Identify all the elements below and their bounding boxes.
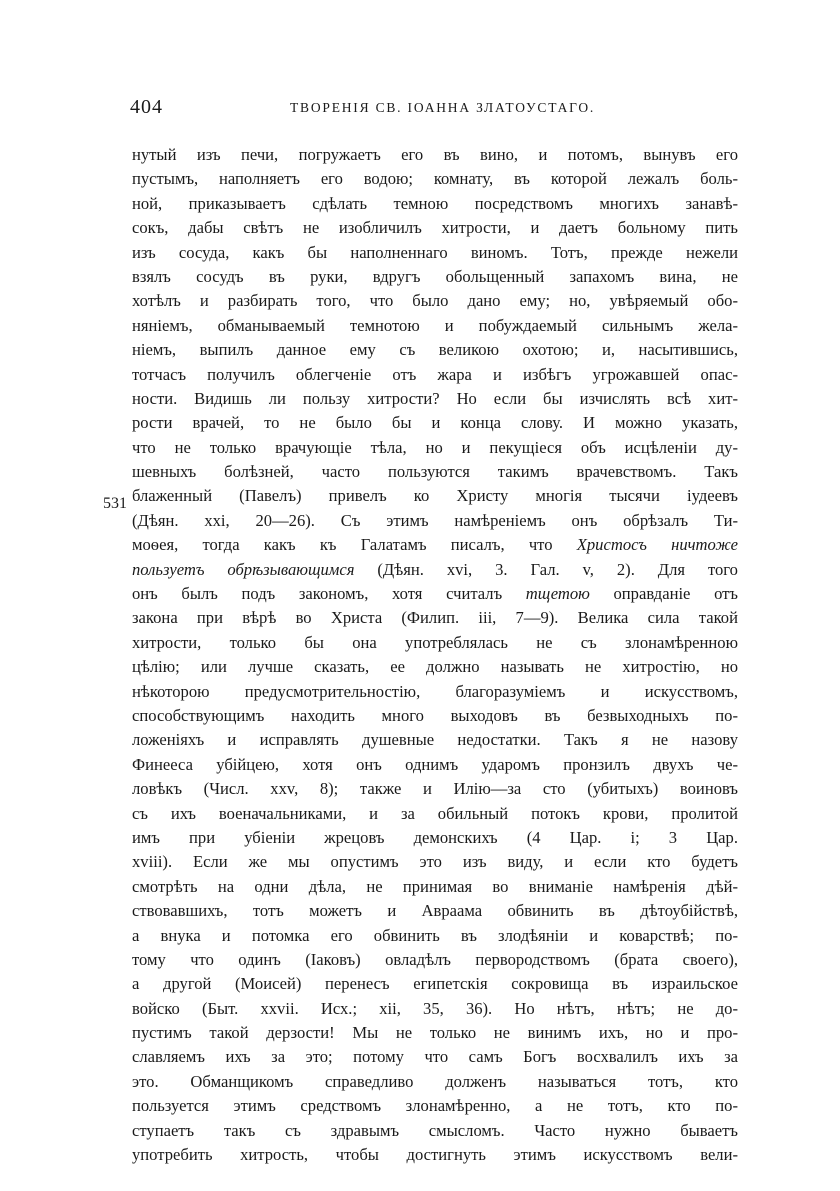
text-line: пользуется этимъ средствомъ злонамѣренно, а не тотъ, кто по- (132, 1096, 738, 1116)
text-line: славляемъ ихъ за это; потому что самъ Богъ восхвалилъ ихъ за (132, 1047, 738, 1067)
running-title: ТВОРЕНІЯ СВ. ІОАННА ЗЛАТОУСТАГО. (290, 100, 596, 115)
text-line: шевныхъ болѣзней, часто пользуются такимъ врачевствомъ. Такъ (132, 462, 738, 482)
text-line: блаженный (Павелъ) привелъ ко Христу многія тысячи іудеевъ (132, 486, 738, 506)
text-line: (Дѣян. xxi, 20—26). Съ этимъ намѣреніемъ онъ обрѣзалъ Ти- (132, 510, 738, 530)
page-number: 404 (130, 96, 163, 118)
text-line: ности. Видишь ли пользу хитрости? Но если бы изчислять всѣ хит- (132, 388, 738, 408)
text-line: Финееса убійцею, хотя онъ однимъ ударомъ пронзилъ двухъ че- (132, 754, 738, 774)
text-line: ной, приказываетъ сдѣлать темною посредствомъ многихъ занавѣ- (132, 193, 738, 213)
text-line: хитрости, только бы она употреблялась не съ злонамѣренною (132, 632, 738, 652)
text-line: способствующимъ находить много выходовъ въ безвыходныхъ по- (132, 705, 738, 725)
text-line: съ ихъ военачальниками, и за обильный потокъ крови, пролитой (132, 803, 738, 823)
text-line: что не только врачующіе тѣла, но и пекущіеся объ исцѣленіи ду- (132, 437, 738, 457)
margin-reference-number: 531 (103, 495, 127, 512)
text-line: цѣлію; или лучше сказать, ее должно называть не хитростію, но (132, 657, 738, 677)
text-line: взялъ сосудъ въ руки, вдругъ обольщенный запахомъ вина, не (132, 266, 738, 286)
text-line: ловѣкъ (Числ. xxv, 8); также и Илію—за сто (убитыхъ) воиновъ (132, 779, 738, 799)
text-line (132, 582, 738, 606)
text-line: xviii). Если же мы опустимъ это изъ виду, и если кто будетъ (132, 852, 738, 872)
text-line (132, 533, 738, 557)
text-line: тому что одинъ (Іаковъ) овладѣлъ первородствомъ (брата своего), (132, 949, 738, 969)
text-line: закона при вѣрѣ во Христа (Филип. iii, 7—9). Велика сила такой (132, 608, 738, 628)
text-line: употребить хитрость, чтобы достигнуть этимъ искусствомъ вели- (132, 1145, 738, 1165)
text-segment: моѳея, тогда какъ къ Галатамъ писалъ, что (132, 535, 553, 555)
italic-word: тщетою (525, 584, 590, 604)
text-line: это. Обманщикомъ справедливо долженъ называться тотъ, кто (132, 1071, 738, 1091)
body-text (132, 143, 738, 1167)
text-line: ступаетъ такъ съ здравымъ смысломъ. Часто нужно бываетъ (132, 1120, 738, 1140)
page-header (130, 96, 740, 124)
text-line: сокъ, дабы свѣтъ не изобличилъ хитрости, и даетъ больному пить (132, 218, 738, 238)
text-line: ніемъ, выпилъ данное ему съ великою охотою; и, насытившись, (132, 340, 738, 360)
text-line: ствовавшихъ, тотъ можетъ и Авраама обвинить въ дѣтоубійствѣ, (132, 901, 738, 921)
text-line: пустымъ, наполняетъ его водою; комнату, въ которой лежалъ боль- (132, 169, 738, 189)
text-line: имъ при убіеніи жрецовъ демонскихъ (4 Цар. i; 3 Цар. (132, 827, 738, 847)
text-line: войско (Быт. xxvii. Исх.; xii, 35, 36). Но нѣтъ, нѣтъ; не до- (132, 998, 738, 1018)
text-line: смотрѣть на одни дѣла, не принимая во вниманіе намѣренія дѣй- (132, 876, 738, 896)
text-line: няніемъ, обманываемый темнотою и побуждаемый сильнымъ жела- (132, 315, 738, 335)
text-line: ложеніяхъ и исправлять душевные недостатки. Такъ я не назову (132, 730, 738, 750)
text-line: нутый изъ печи, погружаетъ его въ вино, и потомъ, вынувъ его (132, 145, 738, 164)
text-line: хотѣлъ и разбирать того, что было дано ему; но, увѣряемый обо- (132, 291, 738, 311)
text-segment: оправданіе отъ (613, 584, 738, 604)
text-line: изъ сосуда, какъ бы наполненнаго виномъ. Тотъ, прежде нежели (132, 242, 738, 262)
text-line: а внука и потомка его обвинить въ злодѣяніи и коварствѣ; по- (132, 925, 738, 945)
italic-quote: пользуетъ обрѣзывающимся (132, 559, 355, 579)
text-line: а другой (Моисей) перенесъ египетскія сокровища въ израильское (132, 974, 738, 994)
italic-quote: Христосъ ничтоже (576, 535, 738, 555)
text-line (132, 558, 738, 582)
text-segment: онъ былъ подъ закономъ, хотя считалъ (132, 584, 503, 604)
text-line: нѣкоторою предусмотрительностію, благоразуміемъ и искусствомъ, (132, 681, 738, 701)
text-line: тотчасъ получилъ облегченіе отъ жара и избѣгъ угрожавшей опас- (132, 364, 738, 384)
text-line: рости врачей, то не было бы и конца слову. И можно указать, (132, 413, 738, 433)
text-segment: (Дѣян. xvi, 3. Гал. v, 2). Для того (377, 559, 738, 579)
text-line: пустимъ такой дерзости! Мы не только не винимъ ихъ, но и про- (132, 1023, 738, 1043)
